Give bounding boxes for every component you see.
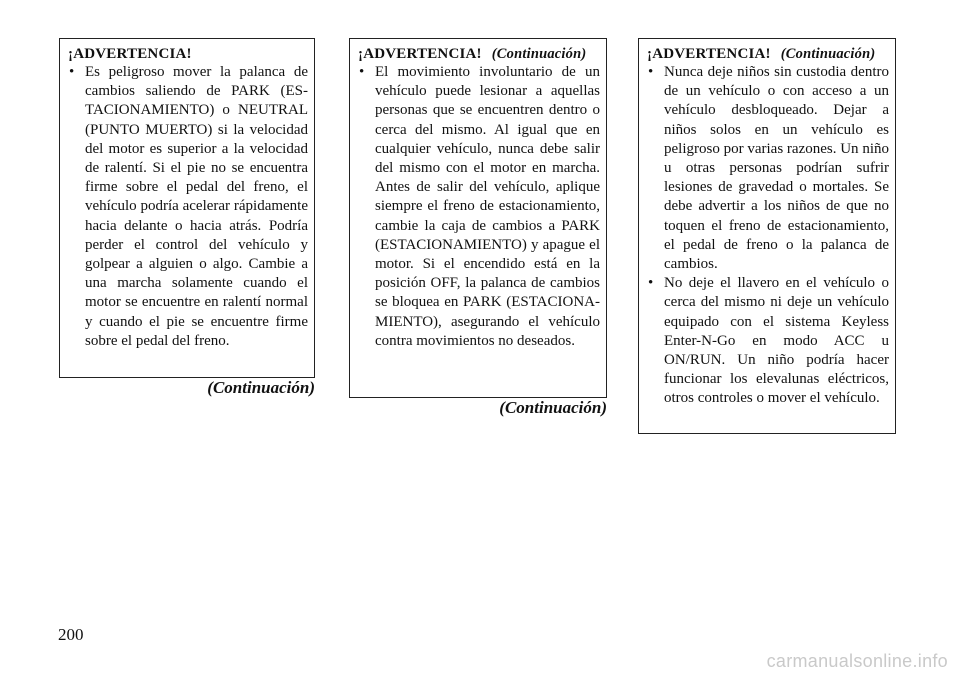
warning-item-text: Es peligroso mover la palanca de cambios saliendo de PARK (ESTACIONAMIENTO) o NEUTRAL (PUNTO MUERTO) si la velocidad del motor es superior a la velocidad de ralentí. Si el pie no se encuentra firme sobre el pedal del freno, el vehículo podría acelerar rápidamente hacia delante o hacia atrás. Podría perder el control del vehículo y golpear a alguien o algo. Cambie a una marcha solamente cuando el motor se encuentre en ralentí normal y cuando el pie se encuentre firme sobre el pedal del freno. bbox=[85, 64, 308, 349]
warning-item-text: El movimiento involuntario de un vehículo puede lesionar a aquellas personas que se encuentren dentro o cerca del mismo. Al igual que en cualquier vehículo, nunca debe salir del mismo con el motor en marcha. Antes de salir del vehículo, aplique siempre el freno de estacionamiento, cambie la caja de cambios a PARK (ESTACIONAMIENTO) y apague el motor. Si el encendido está en la posición OFF, la palanca de cambios se bloquea en PARK (ESTACIONAMIENTO), asegurando el vehículo contra movimientos no deseados. bbox=[375, 64, 600, 349]
warning-item bbox=[647, 274, 889, 408]
warning-item bbox=[647, 63, 889, 274]
bullet-icon: • bbox=[648, 275, 654, 292]
page-number: 200 bbox=[58, 625, 84, 644]
warning-title bbox=[68, 45, 308, 63]
warning-item bbox=[68, 63, 308, 351]
warning-box-3 bbox=[638, 38, 896, 434]
warning-box-1 bbox=[59, 38, 315, 378]
warning-heading: ¡ADVERTENCIA! bbox=[647, 46, 771, 62]
warning-item-text: No deje el llavero en el vehículo o cerca del mismo ni deje un vehículo equipado con el sistema Keyless Enter-N-Go en modo ACC u ON/RUN. Un niño podría hacer funcionar los elevalunas eléctricos, otros controles o mover el vehículo. bbox=[664, 275, 889, 407]
warning-list bbox=[358, 63, 600, 351]
warning-item bbox=[358, 63, 600, 351]
warning-box-2 bbox=[349, 38, 607, 398]
warning-list bbox=[68, 63, 308, 351]
bullet-icon: • bbox=[648, 64, 654, 80]
watermark: carmanualsonline.info bbox=[766, 651, 948, 671]
warning-title bbox=[358, 45, 600, 63]
continuation-label: (Continuación) bbox=[207, 378, 315, 397]
title-continuation: (Continuación) bbox=[780, 46, 876, 62]
warning-item-text: Nunca deje niños sin custodia dentro de un vehículo o con acceso a un vehículo desbloqueado. Dejar a niños solos en un vehículo es peligroso por varias razones. Un niño u otras personas podrían sufrir lesiones de gravedad o mortales. Se debe advertir a los niños de que no toquen el freno de estacionamiento, el pedal de freno o la palanca de cambios. bbox=[664, 64, 889, 273]
title-continuation: (Continuación) bbox=[491, 46, 587, 62]
bullet-icon: • bbox=[359, 64, 365, 80]
continuation-label: (Continuación) bbox=[499, 398, 607, 417]
warning-title bbox=[647, 45, 889, 63]
warning-heading: ¡ADVERTENCIA! bbox=[68, 46, 192, 62]
warning-heading: ¡ADVERTENCIA! bbox=[358, 46, 482, 62]
bullet-icon: • bbox=[69, 64, 75, 80]
warning-list bbox=[647, 63, 889, 409]
